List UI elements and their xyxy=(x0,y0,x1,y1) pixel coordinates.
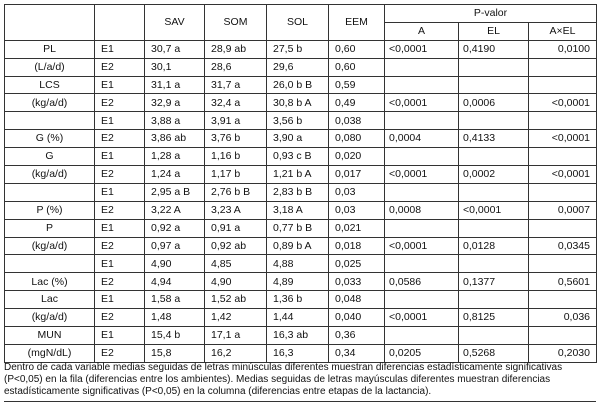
table-row xyxy=(5,58,597,76)
pvalue-a-cell: <0,0001 xyxy=(385,309,459,327)
pvalue-a-cell: 0,0008 xyxy=(385,201,459,219)
pvalue-el-cell xyxy=(459,76,529,94)
etapa-cell: E1 xyxy=(95,183,145,201)
pvalue-axel-cell: 0,0100 xyxy=(529,40,597,58)
pvalue-a-cell: <0,0001 xyxy=(385,94,459,112)
pvalue-el-cell xyxy=(459,112,529,130)
eem-cell: 0,020 xyxy=(329,148,385,166)
eem-cell: 0,03 xyxy=(329,183,385,201)
etapa-cell: E1 xyxy=(95,291,145,309)
pvalue-a-cell xyxy=(385,291,459,309)
eem-cell: 0,018 xyxy=(329,237,385,255)
sav-cell: 32,9 a xyxy=(145,94,205,112)
table-row xyxy=(5,219,597,237)
variable-cell: P (%) xyxy=(5,201,95,219)
table-row xyxy=(5,76,597,94)
eem-cell: 0,080 xyxy=(329,130,385,148)
header-sav: SAV xyxy=(145,5,205,41)
pvalue-axel-cell: 0,5601 xyxy=(529,273,597,291)
sav-cell: 1,28 a xyxy=(145,148,205,166)
pvalue-el-cell xyxy=(459,291,529,309)
variable-cell: (kg/a/d) xyxy=(5,309,95,327)
pvalue-el-cell xyxy=(459,255,529,273)
som-cell: 28,9 ab xyxy=(205,40,267,58)
pvalue-el-cell: 0,8125 xyxy=(459,309,529,327)
sol-cell: 26,0 b B xyxy=(267,76,329,94)
header-eem: EEM xyxy=(329,5,385,41)
etapa-cell: E2 xyxy=(95,344,145,362)
variable-cell: G xyxy=(5,148,95,166)
sol-cell: 3,56 b xyxy=(267,112,329,130)
eem-cell: 0,60 xyxy=(329,58,385,76)
pvalue-axel-cell: 0,0345 xyxy=(529,237,597,255)
header-row-top xyxy=(5,5,597,23)
sav-cell: 15,4 b xyxy=(145,327,205,345)
som-cell: 1,17 b xyxy=(205,166,267,184)
som-cell: 4,90 xyxy=(205,273,267,291)
table-row xyxy=(5,148,597,166)
som-cell: 28,6 xyxy=(205,58,267,76)
table-row xyxy=(5,166,597,184)
pvalue-axel-cell xyxy=(529,219,597,237)
sol-cell: 0,93 c B xyxy=(267,148,329,166)
pvalue-a-cell xyxy=(385,112,459,130)
sol-cell: 2,83 b B xyxy=(267,183,329,201)
etapa-cell: E2 xyxy=(95,58,145,76)
sav-cell: 4,90 xyxy=(145,255,205,273)
table-row xyxy=(5,112,597,130)
eem-cell: 0,025 xyxy=(329,255,385,273)
variable-cell xyxy=(5,183,95,201)
pvalue-el-cell: 0,1377 xyxy=(459,273,529,291)
etapa-cell: E1 xyxy=(95,255,145,273)
pvalue-a-cell: 0,0004 xyxy=(385,130,459,148)
etapa-cell: E1 xyxy=(95,327,145,345)
etapa-cell: E2 xyxy=(95,166,145,184)
table-row xyxy=(5,183,597,201)
pvalue-axel-cell: 0,036 xyxy=(529,309,597,327)
etapa-cell: E2 xyxy=(95,309,145,327)
header-som: SOM xyxy=(205,5,267,41)
sol-cell: 27,5 b xyxy=(267,40,329,58)
som-cell: 3,23 A xyxy=(205,201,267,219)
variable-cell: G (%) xyxy=(5,130,95,148)
eem-cell: 0,021 xyxy=(329,219,385,237)
eem-cell: 0,34 xyxy=(329,344,385,362)
eem-cell: 0,60 xyxy=(329,40,385,58)
eem-cell: 0,36 xyxy=(329,327,385,345)
variable-cell: MUN xyxy=(5,327,95,345)
table-body xyxy=(5,40,597,362)
sol-cell: 0,77 b B xyxy=(267,219,329,237)
sav-cell: 3,88 a xyxy=(145,112,205,130)
eem-cell: 0,040 xyxy=(329,309,385,327)
sol-cell: 1,44 xyxy=(267,309,329,327)
variable-cell xyxy=(5,112,95,130)
sav-cell: 1,58 a xyxy=(145,291,205,309)
header-sol: SOL xyxy=(267,5,329,41)
pvalue-axel-cell xyxy=(529,291,597,309)
pvalue-el-cell: 0,4190 xyxy=(459,40,529,58)
som-cell: 31,7 a xyxy=(205,76,267,94)
sol-cell: 1,21 b A xyxy=(267,166,329,184)
pvalue-el-cell xyxy=(459,219,529,237)
sol-cell: 16,3 xyxy=(267,344,329,362)
header-axel: A×EL xyxy=(529,22,597,40)
sav-cell: 3,22 A xyxy=(145,201,205,219)
etapa-cell: E2 xyxy=(95,237,145,255)
table-row xyxy=(5,201,597,219)
header-variable-cell xyxy=(5,5,95,41)
pvalue-el-cell xyxy=(459,148,529,166)
pvalue-a-cell xyxy=(385,219,459,237)
table-row xyxy=(5,40,597,58)
som-cell: 2,76 b B xyxy=(205,183,267,201)
table-row xyxy=(5,255,597,273)
variable-cell: (kg/a/d) xyxy=(5,94,95,112)
pvalue-el-cell xyxy=(459,183,529,201)
pvalue-a-cell: 0,0205 xyxy=(385,344,459,362)
eem-cell: 0,033 xyxy=(329,273,385,291)
table-row xyxy=(5,327,597,345)
pvalue-axel-cell xyxy=(529,148,597,166)
variable-cell xyxy=(5,255,95,273)
variable-cell: LCS xyxy=(5,76,95,94)
pvalue-axel-cell xyxy=(529,112,597,130)
variable-cell: PL xyxy=(5,40,95,58)
etapa-cell: E2 xyxy=(95,94,145,112)
table-header xyxy=(5,5,597,41)
pvalue-axel-cell: 0,0007 xyxy=(529,201,597,219)
pvalue-axel-cell xyxy=(529,327,597,345)
som-cell: 3,76 b xyxy=(205,130,267,148)
sav-cell: 15,8 xyxy=(145,344,205,362)
pvalue-axel-cell: <0,0001 xyxy=(529,130,597,148)
pvalue-a-cell xyxy=(385,255,459,273)
results-table xyxy=(4,4,597,363)
etapa-cell: E2 xyxy=(95,130,145,148)
variable-cell: (kg/a/d) xyxy=(5,237,95,255)
pvalue-a-cell xyxy=(385,327,459,345)
header-a: A xyxy=(385,22,459,40)
etapa-cell: E1 xyxy=(95,112,145,130)
sol-cell: 4,89 xyxy=(267,273,329,291)
eem-cell: 0,59 xyxy=(329,76,385,94)
variable-cell: Lac (%) xyxy=(5,273,95,291)
pvalue-el-cell xyxy=(459,58,529,76)
sav-cell: 31,1 a xyxy=(145,76,205,94)
sol-cell: 3,18 A xyxy=(267,201,329,219)
etapa-cell: E1 xyxy=(95,148,145,166)
sav-cell: 1,48 xyxy=(145,309,205,327)
pvalue-a-cell: <0,0001 xyxy=(385,40,459,58)
pvalue-axel-cell xyxy=(529,255,597,273)
som-cell: 4,85 xyxy=(205,255,267,273)
pvalue-a-cell xyxy=(385,76,459,94)
pvalue-el-cell xyxy=(459,327,529,345)
table-row xyxy=(5,130,597,148)
header-el: EL xyxy=(459,22,529,40)
etapa-cell: E1 xyxy=(95,219,145,237)
etapa-cell: E2 xyxy=(95,201,145,219)
pvalue-axel-cell xyxy=(529,76,597,94)
pvalue-el-cell: 0,5268 xyxy=(459,344,529,362)
som-cell: 1,42 xyxy=(205,309,267,327)
pvalue-a-cell xyxy=(385,58,459,76)
som-cell: 0,92 ab xyxy=(205,237,267,255)
eem-cell: 0,49 xyxy=(329,94,385,112)
som-cell: 1,52 ab xyxy=(205,291,267,309)
variable-cell: (L/a/d) xyxy=(5,58,95,76)
sol-cell: 1,36 b xyxy=(267,291,329,309)
som-cell: 32,4 a xyxy=(205,94,267,112)
variable-cell: Lac xyxy=(5,291,95,309)
variable-cell: (kg/a/d) xyxy=(5,166,95,184)
table-row xyxy=(5,94,597,112)
pvalue-el-cell: <0,0001 xyxy=(459,201,529,219)
sav-cell: 0,92 a xyxy=(145,219,205,237)
pvalue-el-cell: 0,0006 xyxy=(459,94,529,112)
footnote xyxy=(4,362,596,402)
pvalue-axel-cell: 0,2030 xyxy=(529,344,597,362)
som-cell: 17,1 a xyxy=(205,327,267,345)
table-row xyxy=(5,273,597,291)
som-cell: 16,2 xyxy=(205,344,267,362)
pvalue-el-cell: 0,4133 xyxy=(459,130,529,148)
pvalue-el-cell: 0,0002 xyxy=(459,166,529,184)
eem-cell: 0,038 xyxy=(329,112,385,130)
sav-cell: 4,94 xyxy=(145,273,205,291)
sol-cell: 30,8 b A xyxy=(267,94,329,112)
pvalue-a-cell: 0,0586 xyxy=(385,273,459,291)
etapa-cell: E1 xyxy=(95,40,145,58)
table-row xyxy=(5,344,597,362)
sav-cell: 3,86 ab xyxy=(145,130,205,148)
sav-cell: 2,95 a B xyxy=(145,183,205,201)
pvalue-a-cell xyxy=(385,148,459,166)
footnote-text: Dentro de cada variable medias seguidas de letras minúsculas diferentes muestran diferencias estadísticamente significativas (P<0,05) en la fila (diferencias entre los ambientes). Medias seguidas de letras mayúsculas diferentes muestran diferencias estadísticamente significativas (P<0,05) en la columna (diferencias entre etapas de la lactancia). xyxy=(4,362,563,397)
pvalue-axel-cell xyxy=(529,183,597,201)
eem-cell: 0,017 xyxy=(329,166,385,184)
etapa-cell: E2 xyxy=(95,273,145,291)
sav-cell: 30,7 a xyxy=(145,40,205,58)
som-cell: 0,91 a xyxy=(205,219,267,237)
pvalue-axel-cell xyxy=(529,58,597,76)
pvalue-el-cell: 0,0128 xyxy=(459,237,529,255)
sav-cell: 30,1 xyxy=(145,58,205,76)
pvalue-axel-cell: <0,0001 xyxy=(529,94,597,112)
eem-cell: 0,048 xyxy=(329,291,385,309)
sav-cell: 0,97 a xyxy=(145,237,205,255)
etapa-cell: E1 xyxy=(95,76,145,94)
som-cell: 3,91 a xyxy=(205,112,267,130)
header-pvalor: P-valor xyxy=(385,5,597,23)
pvalue-a-cell: <0,0001 xyxy=(385,166,459,184)
som-cell: 1,16 b xyxy=(205,148,267,166)
pvalue-a-cell xyxy=(385,183,459,201)
pvalue-a-cell: <0,0001 xyxy=(385,237,459,255)
variable-cell: (mgN/dL) xyxy=(5,344,95,362)
sol-cell: 3,90 a xyxy=(267,130,329,148)
table-row xyxy=(5,237,597,255)
sav-cell: 1,24 a xyxy=(145,166,205,184)
footnote-rule xyxy=(4,401,596,402)
sol-cell: 0,89 b A xyxy=(267,237,329,255)
header-etapa-cell xyxy=(95,5,145,41)
eem-cell: 0,03 xyxy=(329,201,385,219)
table-row xyxy=(5,291,597,309)
sol-cell: 4,88 xyxy=(267,255,329,273)
sol-cell: 16,3 ab xyxy=(267,327,329,345)
table-row xyxy=(5,309,597,327)
variable-cell: P xyxy=(5,219,95,237)
sol-cell: 29,6 xyxy=(267,58,329,76)
pvalue-axel-cell: <0,0001 xyxy=(529,166,597,184)
